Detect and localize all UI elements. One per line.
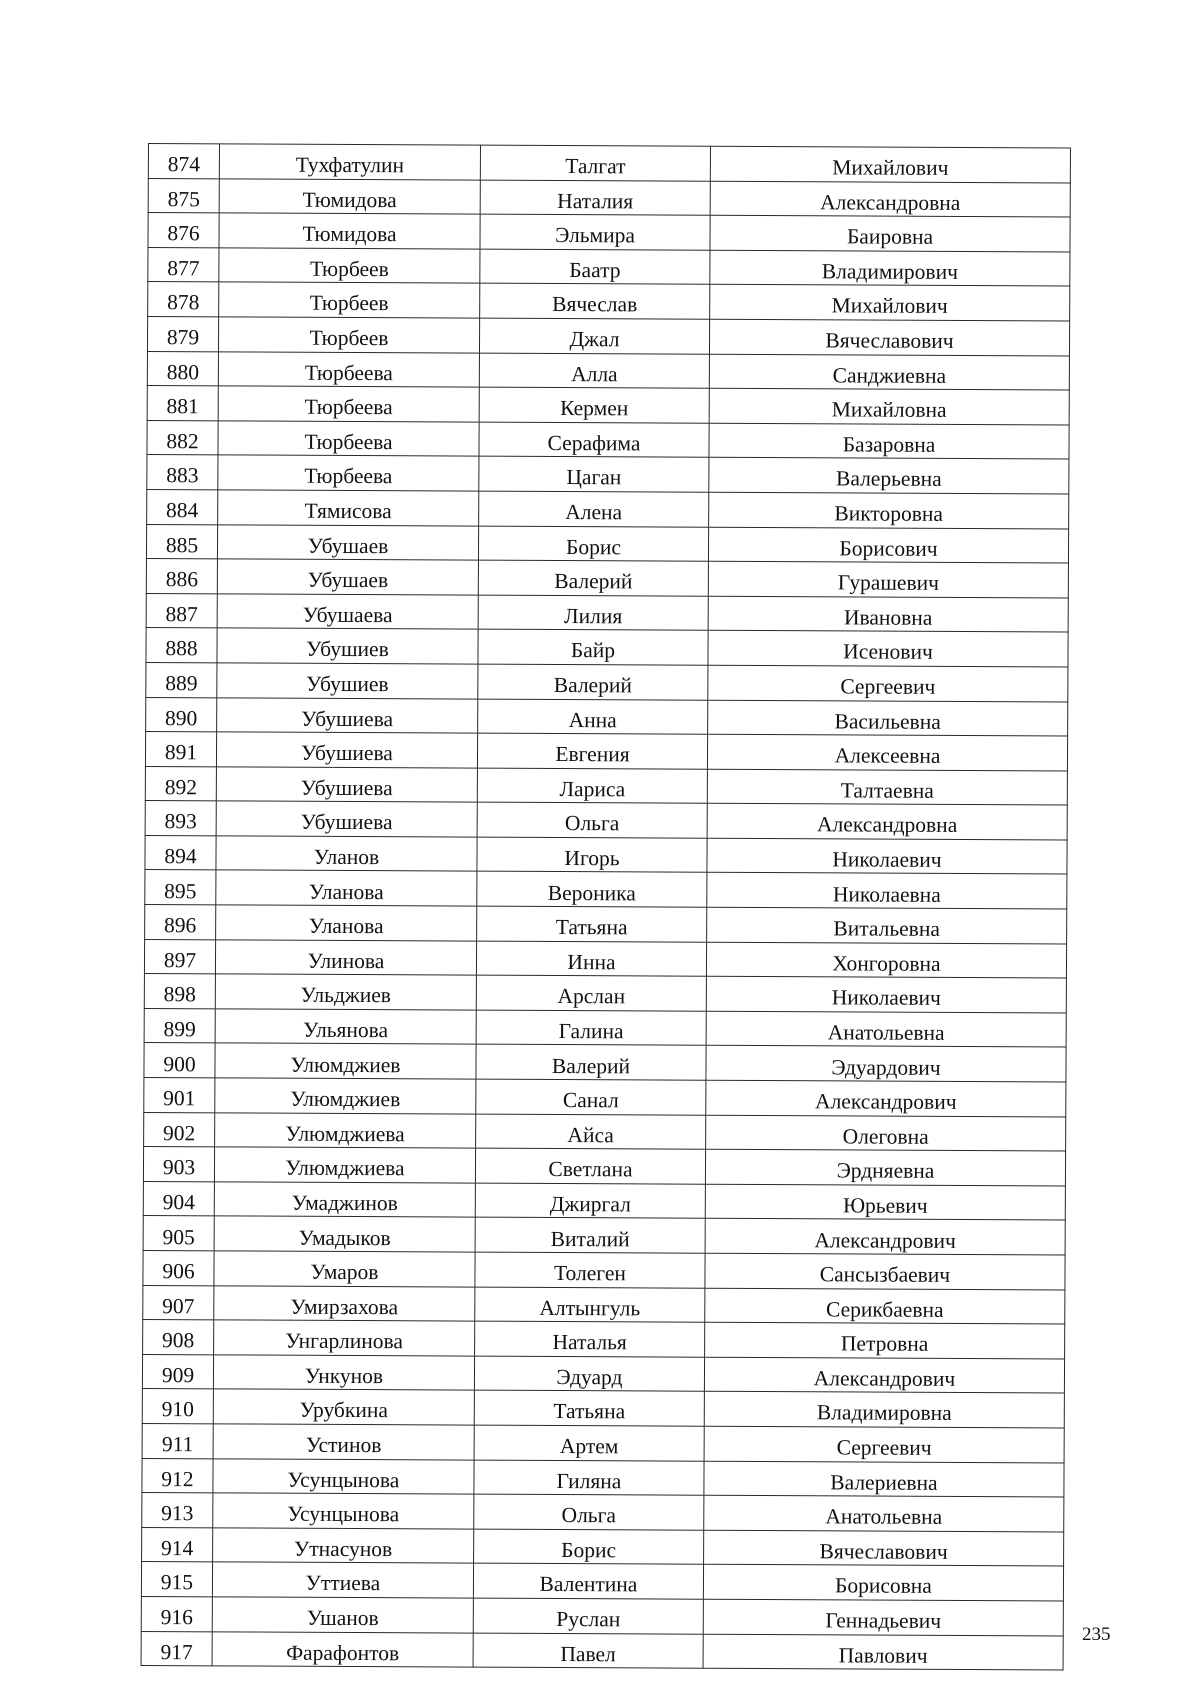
first-name-cell: Айса <box>476 1114 706 1150</box>
table-row <box>142 1493 1064 1532</box>
patronymic-cell: Валериевна <box>704 1461 1064 1497</box>
row-number-cell: 886 <box>146 559 217 594</box>
row-number-cell: 887 <box>146 593 217 628</box>
first-name-cell: Игорь <box>477 837 707 873</box>
row-number-cell: 915 <box>141 1562 212 1597</box>
patronymic-cell: Петровна <box>705 1322 1065 1358</box>
patronymic-cell: Валерьевна <box>709 458 1069 494</box>
table-row <box>148 213 1070 252</box>
table-row <box>146 593 1068 632</box>
table-row <box>143 1320 1065 1359</box>
row-number-cell: 885 <box>146 524 217 559</box>
table-row <box>146 559 1068 598</box>
first-name-cell: Виталий <box>475 1218 705 1254</box>
patronymic-cell: Вячеславович <box>704 1530 1064 1566</box>
patronymic-cell: Сергеевич <box>704 1426 1064 1462</box>
first-name-cell: Валентина <box>473 1563 703 1599</box>
table-row <box>145 801 1067 840</box>
row-number-cell: 916 <box>141 1596 212 1631</box>
first-name-cell: Светлана <box>475 1148 705 1184</box>
patronymic-cell: Юрьевич <box>705 1184 1065 1220</box>
name-list-body <box>141 144 1070 1671</box>
patronymic-cell: Николаевна <box>707 873 1067 909</box>
last-name-cell: Убушиева <box>217 697 478 733</box>
table-row <box>144 1043 1066 1082</box>
last-name-cell: Усунцынова <box>213 1458 474 1494</box>
table-row <box>144 1112 1066 1151</box>
last-name-cell: Тюрбеев <box>219 248 480 284</box>
last-name-cell: Убушаев <box>217 559 478 595</box>
table-row <box>142 1458 1064 1497</box>
table-row <box>148 247 1070 286</box>
patronymic-cell: Сергеевич <box>708 665 1068 701</box>
row-number-cell: 890 <box>146 697 217 732</box>
row-number-cell: 881 <box>147 386 218 421</box>
last-name-cell: Тюрбеев <box>219 282 480 318</box>
table-row <box>144 974 1066 1013</box>
row-number-cell: 917 <box>141 1631 212 1666</box>
first-name-cell: Алена <box>479 491 709 527</box>
first-name-cell: Руслан <box>473 1598 703 1634</box>
table-row <box>142 1527 1064 1566</box>
patronymic-cell: Викторовна <box>709 492 1069 528</box>
row-number-cell: 878 <box>148 282 219 317</box>
first-name-cell: Ольга <box>474 1494 704 1530</box>
last-name-cell: Улюмджиева <box>214 1147 475 1183</box>
last-name-cell: Улюмджиева <box>215 1112 476 1148</box>
last-name-cell: Убушиева <box>216 801 477 837</box>
last-name-cell: Урубкина <box>213 1389 474 1425</box>
row-number-cell: 880 <box>147 351 218 386</box>
last-name-cell: Улинова <box>215 939 476 975</box>
first-name-cell: Арслан <box>476 975 706 1011</box>
row-number-cell: 901 <box>144 1078 215 1113</box>
patronymic-cell: Александровна <box>710 181 1070 217</box>
last-name-cell: Умадыков <box>214 1216 475 1252</box>
row-number-cell: 899 <box>144 1008 215 1043</box>
last-name-cell: Унгарлинова <box>214 1320 475 1356</box>
table-row <box>142 1423 1064 1462</box>
patronymic-cell: Анатольевна <box>704 1495 1064 1531</box>
table-row <box>147 420 1069 459</box>
table-row <box>147 351 1069 390</box>
table-row <box>144 1078 1066 1117</box>
name-list-table <box>141 143 1071 1671</box>
first-name-cell: Валерий <box>478 664 708 700</box>
first-name-cell: Анна <box>478 699 708 735</box>
patronymic-cell: Михайлович <box>710 146 1070 182</box>
patronymic-cell: Талтаевна <box>707 769 1067 805</box>
row-number-cell: 879 <box>147 316 218 351</box>
last-name-cell: Тюрбеева <box>218 386 479 422</box>
first-name-cell: Баатр <box>480 249 710 285</box>
first-name-cell: Вероника <box>477 872 707 908</box>
first-name-cell: Татьяна <box>477 906 707 942</box>
first-name-cell: Байр <box>478 629 708 665</box>
last-name-cell: Тюрбеев <box>218 317 479 353</box>
patronymic-cell: Санджиевна <box>709 354 1069 390</box>
first-name-cell: Лилия <box>478 595 708 631</box>
last-name-cell: Тухфатулин <box>219 144 480 180</box>
first-name-cell: Ольга <box>477 802 707 838</box>
table-row <box>145 766 1067 805</box>
row-number-cell: 893 <box>145 801 216 836</box>
table-row <box>143 1216 1065 1255</box>
patronymic-cell: Вячеславович <box>709 319 1069 355</box>
last-name-cell: Усунцынова <box>213 1493 474 1529</box>
last-name-cell: Ункунов <box>213 1355 474 1391</box>
first-name-cell: Эльмира <box>480 214 710 250</box>
first-name-cell: Талгат <box>480 145 710 181</box>
table-row <box>141 1562 1063 1601</box>
patronymic-cell: Ивановна <box>708 596 1068 632</box>
last-name-cell: Фарафонтов <box>212 1631 473 1667</box>
patronymic-cell: Витальевна <box>707 907 1067 943</box>
patronymic-cell: Александрович <box>704 1357 1064 1393</box>
last-name-cell: Убушиев <box>217 663 478 699</box>
row-number-cell: 900 <box>144 1043 215 1078</box>
first-name-cell: Евгения <box>477 733 707 769</box>
last-name-cell: Уланова <box>216 905 477 941</box>
row-number-cell: 895 <box>145 870 216 905</box>
last-name-cell: Убушиев <box>217 628 478 664</box>
patronymic-cell: Гурашевич <box>708 561 1068 597</box>
row-number-cell: 898 <box>144 974 215 1009</box>
patronymic-cell: Владимирович <box>710 250 1070 286</box>
first-name-cell: Джал <box>479 318 709 354</box>
table-row <box>147 455 1069 494</box>
patronymic-cell: Эдуардович <box>706 1046 1066 1082</box>
page-number: 235 <box>1082 1624 1111 1645</box>
last-name-cell: Утнасунов <box>213 1528 474 1564</box>
table-row <box>145 870 1067 909</box>
patronymic-cell: Хонгоровна <box>706 942 1066 978</box>
patronymic-cell: Павлович <box>703 1634 1063 1670</box>
row-number-cell: 892 <box>145 766 216 801</box>
first-name-cell: Кермен <box>479 387 709 423</box>
row-number-cell: 907 <box>143 1285 214 1320</box>
table-row <box>145 835 1067 874</box>
patronymic-cell: Серикбаевна <box>705 1288 1065 1324</box>
first-name-cell: Валерий <box>476 1045 706 1081</box>
patronymic-cell: Васильевна <box>708 700 1068 736</box>
row-number-cell: 904 <box>143 1181 214 1216</box>
table-row <box>142 1389 1064 1428</box>
row-number-cell: 884 <box>147 489 218 524</box>
first-name-cell: Татьяна <box>474 1390 704 1426</box>
first-name-cell: Гиляна <box>474 1460 704 1496</box>
row-number-cell: 902 <box>144 1112 215 1147</box>
patronymic-cell: Алексеевна <box>707 734 1067 770</box>
table-row <box>148 144 1070 183</box>
first-name-cell: Борис <box>478 526 708 562</box>
patronymic-cell: Николаевич <box>706 976 1066 1012</box>
table-row <box>145 905 1067 944</box>
table-row <box>142 1354 1064 1393</box>
last-name-cell: Умаров <box>214 1251 475 1287</box>
last-name-cell: Убушиева <box>216 732 477 768</box>
row-number-cell: 905 <box>143 1216 214 1251</box>
patronymic-cell: Михайлович <box>710 285 1070 321</box>
patronymic-cell: Михайловна <box>709 388 1069 424</box>
last-name-cell: Тюрбеева <box>218 455 479 491</box>
patronymic-cell: Сансызбаевич <box>705 1253 1065 1289</box>
row-number-cell: 877 <box>148 247 219 282</box>
table-row <box>148 178 1070 217</box>
last-name-cell: Уланова <box>216 870 477 906</box>
row-number-cell: 894 <box>145 835 216 870</box>
first-name-cell: Санал <box>476 1079 706 1115</box>
row-number-cell: 876 <box>148 213 219 248</box>
last-name-cell: Убушаев <box>217 524 478 560</box>
first-name-cell: Цаган <box>479 456 709 492</box>
patronymic-cell: Базаровна <box>709 423 1069 459</box>
row-number-cell: 896 <box>145 905 216 940</box>
last-name-cell: Тюрбеева <box>218 421 479 457</box>
table-row <box>145 732 1067 771</box>
first-name-cell: Вячеслав <box>480 283 710 319</box>
row-number-cell: 910 <box>142 1389 213 1424</box>
last-name-cell: Уттиева <box>212 1562 473 1598</box>
last-name-cell: Умаджинов <box>214 1182 475 1218</box>
table-row <box>143 1285 1065 1324</box>
first-name-cell: Алтынгуль <box>475 1287 705 1323</box>
row-number-cell: 903 <box>143 1147 214 1182</box>
last-name-cell: Ульянова <box>215 1009 476 1045</box>
table-row <box>148 282 1070 321</box>
patronymic-cell: Александрович <box>705 1219 1065 1255</box>
row-number-cell: 874 <box>148 144 219 179</box>
row-number-cell: 914 <box>142 1527 213 1562</box>
last-name-cell: Тюмидова <box>219 178 480 214</box>
first-name-cell: Толеген <box>475 1252 705 1288</box>
last-name-cell: Улюмджиев <box>215 1078 476 1114</box>
row-number-cell: 875 <box>148 178 219 213</box>
first-name-cell: Валерий <box>478 560 708 596</box>
table-row <box>144 939 1066 978</box>
first-name-cell: Наталия <box>480 180 710 216</box>
row-number-cell: 882 <box>147 420 218 455</box>
table-row <box>146 662 1068 701</box>
patronymic-cell: Владимировна <box>704 1392 1064 1428</box>
patronymic-cell: Олеговна <box>706 1115 1066 1151</box>
last-name-cell: Тюрбеева <box>218 351 479 387</box>
patronymic-cell: Борисович <box>708 527 1068 563</box>
row-number-cell: 912 <box>142 1458 213 1493</box>
table-row <box>146 697 1068 736</box>
table-row <box>146 628 1068 667</box>
table-row <box>143 1147 1065 1186</box>
first-name-cell: Наталья <box>475 1321 705 1357</box>
last-name-cell: Ульджиев <box>215 974 476 1010</box>
patronymic-cell: Геннадьевич <box>703 1599 1063 1635</box>
row-number-cell: 888 <box>146 628 217 663</box>
patronymic-cell: Борисовна <box>703 1565 1063 1601</box>
table-row <box>146 524 1068 563</box>
table-row <box>141 1596 1063 1635</box>
patronymic-cell: Александровна <box>707 804 1067 840</box>
last-name-cell: Ушанов <box>212 1597 473 1633</box>
patronymic-cell: Александрович <box>706 1080 1066 1116</box>
row-number-cell: 897 <box>144 939 215 974</box>
row-number-cell: 883 <box>147 455 218 490</box>
last-name-cell: Тямисова <box>218 490 479 526</box>
first-name-cell: Артем <box>474 1425 704 1461</box>
row-number-cell: 908 <box>143 1320 214 1355</box>
first-name-cell: Лариса <box>477 768 707 804</box>
last-name-cell: Убушаева <box>217 594 478 630</box>
last-name-cell: Умирзахова <box>214 1285 475 1321</box>
table-row <box>143 1181 1065 1220</box>
row-number-cell: 913 <box>142 1493 213 1528</box>
first-name-cell: Борис <box>474 1529 704 1565</box>
row-number-cell: 906 <box>143 1250 214 1285</box>
last-name-cell: Уланов <box>216 836 477 872</box>
table-row <box>147 386 1069 425</box>
table-row <box>147 489 1069 528</box>
patronymic-cell: Анатольевна <box>706 1011 1066 1047</box>
row-number-cell: 889 <box>146 662 217 697</box>
last-name-cell: Улюмджиев <box>215 1043 476 1079</box>
patronymic-cell: Эрдняевна <box>705 1149 1065 1185</box>
row-number-cell: 891 <box>145 732 216 767</box>
table-row <box>141 1631 1063 1670</box>
last-name-cell: Устинов <box>213 1424 474 1460</box>
first-name-cell: Джиргал <box>475 1183 705 1219</box>
first-name-cell: Инна <box>476 941 706 977</box>
table-row <box>143 1250 1065 1289</box>
last-name-cell: Убушиева <box>216 767 477 803</box>
last-name-cell: Тюмидова <box>219 213 480 249</box>
table-row <box>147 316 1069 355</box>
first-name-cell: Алла <box>479 353 709 389</box>
row-number-cell: 911 <box>142 1423 213 1458</box>
row-number-cell: 909 <box>142 1354 213 1389</box>
first-name-cell: Галина <box>476 1010 706 1046</box>
table-row <box>144 1008 1066 1047</box>
patronymic-cell: Николаевич <box>707 838 1067 874</box>
patronymic-cell: Баировна <box>710 215 1070 251</box>
first-name-cell: Серафима <box>479 422 709 458</box>
first-name-cell: Эдуард <box>474 1356 704 1392</box>
patronymic-cell: Исенович <box>708 631 1068 667</box>
first-name-cell: Павел <box>473 1633 703 1669</box>
